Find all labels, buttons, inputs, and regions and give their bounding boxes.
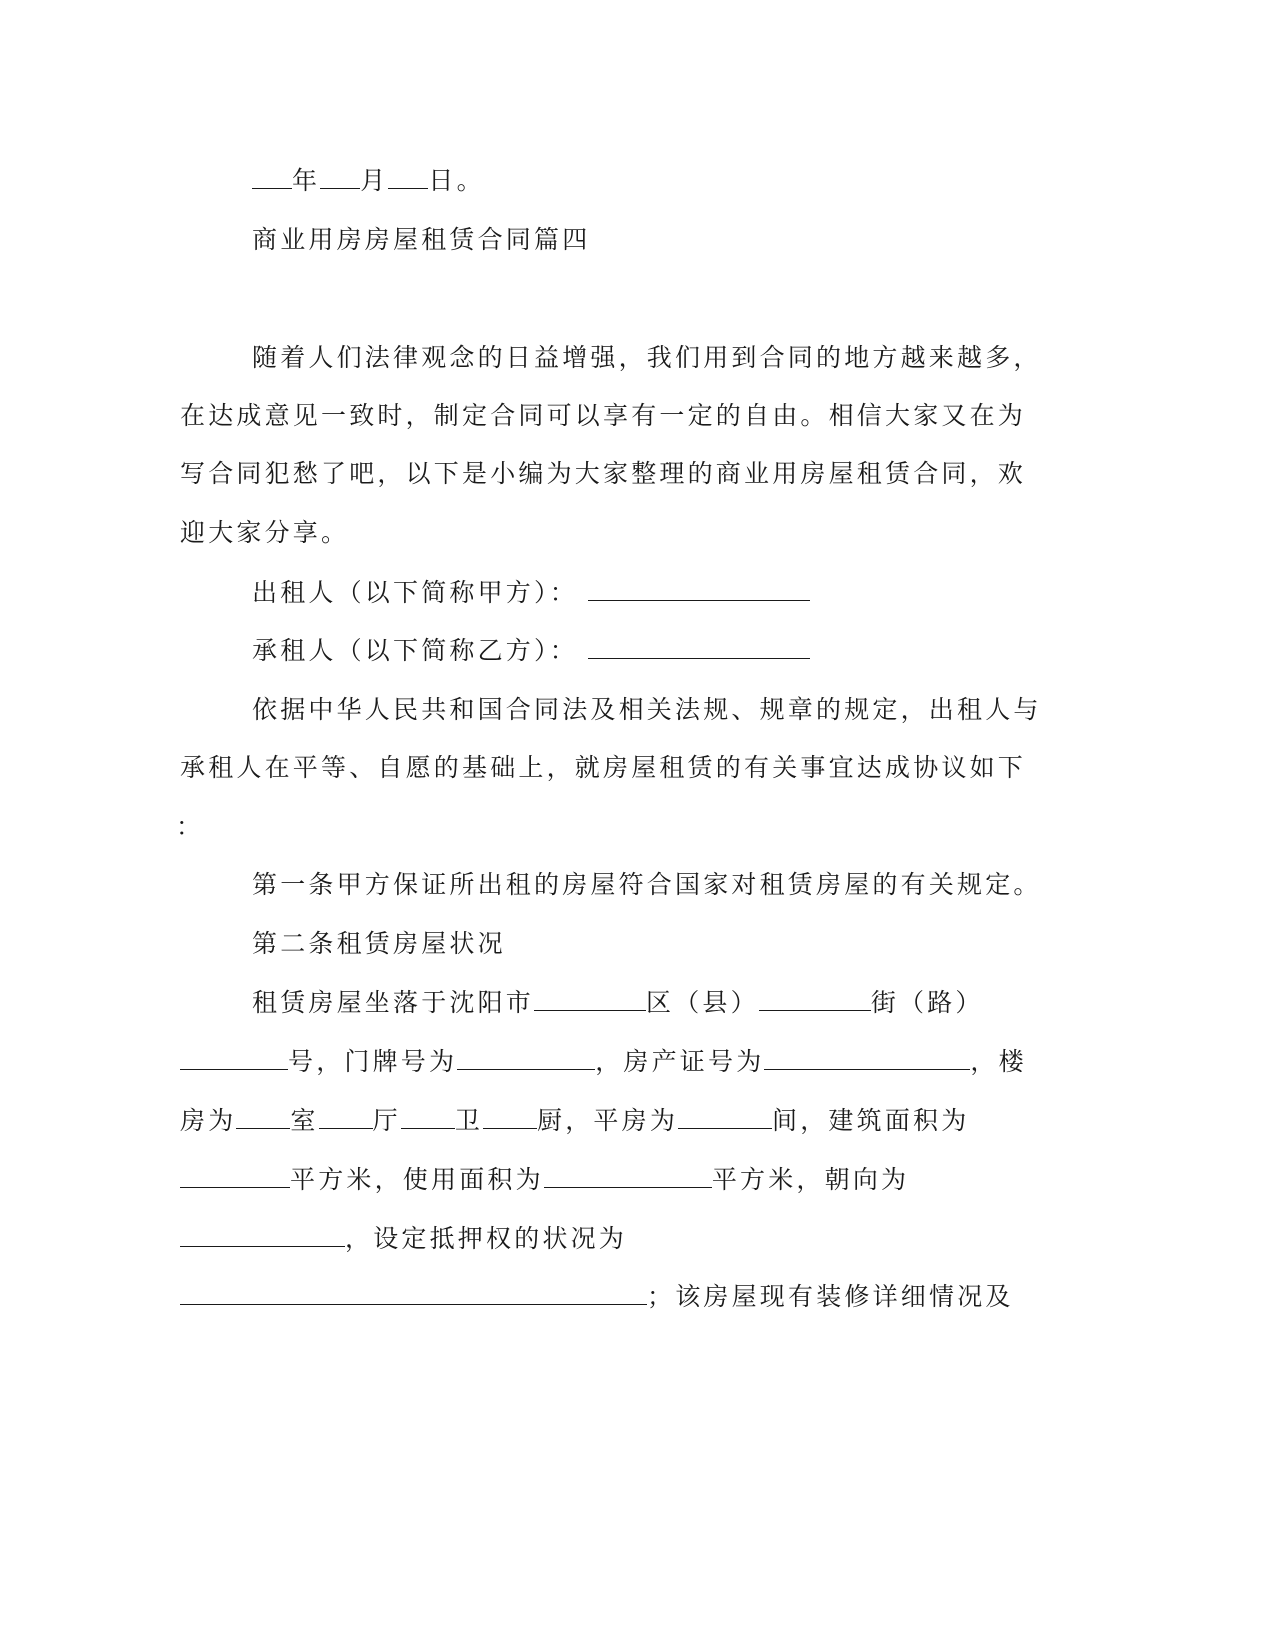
mortgage-blank <box>180 1282 647 1305</box>
building-label: ，楼 <box>970 1047 1027 1076</box>
day-label: 日。 <box>428 166 485 195</box>
article-2-line-6 <box>180 1280 1014 1314</box>
number-blank <box>180 1047 288 1070</box>
door-number-blank <box>457 1047 595 1070</box>
usable-area-label: 平方米，使用面积为 <box>290 1165 544 1194</box>
building-room-label: 房为 <box>180 1106 237 1135</box>
hall-blank <box>319 1106 373 1129</box>
lessor-blank <box>588 578 810 601</box>
article-2-line-2 <box>180 1045 1027 1079</box>
usable-area-blank <box>544 1165 712 1188</box>
article-2-line-4 <box>180 1163 909 1197</box>
location-city-label: 租赁房屋坐落于沈阳市 <box>252 988 535 1017</box>
day-blank <box>388 166 428 189</box>
street-blank <box>759 988 871 1011</box>
bath-blank <box>401 1106 455 1129</box>
basis-line-2: 承租人在平等、自愿的基础上，就房屋租赁的有关事宜达成协议如下 <box>180 753 1027 782</box>
floor-area-blank <box>180 1165 290 1188</box>
kitchen-blank <box>483 1106 537 1129</box>
room-label: 室 <box>290 1106 319 1135</box>
month-blank <box>320 166 360 189</box>
article-2-line-1 <box>252 986 984 1020</box>
lessor-line <box>252 576 810 610</box>
decoration-label: ；该房屋现有装修详细情况及 <box>647 1282 1014 1311</box>
floor-area-label: 间，建筑面积为 <box>772 1106 970 1135</box>
section-title: 商业用房房屋租赁合同篇四 <box>252 225 591 254</box>
certificate-blank <box>764 1047 970 1070</box>
bungalow-blank <box>678 1106 772 1129</box>
street-label: 街（路） <box>870 988 984 1017</box>
intro-line-1: 随着人们法律观念的日益增强，我们用到合同的地方越来越多， <box>252 343 1042 372</box>
hall-label: 厅 <box>372 1106 401 1135</box>
date-line <box>252 164 485 198</box>
intro-line-2: 在达成意见一致时，制定合同可以享有一定的自由。相信大家又在为 <box>180 401 1027 430</box>
article-1: 第一条甲方保证所出租的房屋符合国家对租赁房屋的有关规定。 <box>252 870 1042 899</box>
lessee-blank <box>588 636 810 659</box>
basis-line-1: 依据中华人民共和国合同法及相关法规、规章的规定，出租人与 <box>252 695 1042 724</box>
lessor-label: 出租人（以下简称甲方）： <box>252 578 578 607</box>
article-2-line-5 <box>180 1222 627 1256</box>
basis-line-3: ： <box>176 812 205 841</box>
bungalow-label: 厨，平房为 <box>537 1106 679 1135</box>
mortgage-label: ，设定抵押权的状况为 <box>345 1224 628 1253</box>
year-label: 年 <box>292 166 321 195</box>
orientation-blank <box>180 1224 345 1247</box>
bath-label: 卫 <box>454 1106 484 1135</box>
lessee-label: 承租人（以下简称乙方）： <box>252 636 578 665</box>
intro-line-3: 写合同犯愁了吧，以下是小编为大家整理的商业用房屋租赁合同，欢 <box>180 459 1027 488</box>
article-2-line-3 <box>180 1104 969 1138</box>
certificate-label: ，房产证号为 <box>595 1047 765 1076</box>
room-blank <box>236 1106 290 1129</box>
orientation-label: 平方米，朝向为 <box>711 1165 910 1194</box>
year-blank <box>252 166 292 189</box>
district-label: 区（县） <box>646 988 759 1017</box>
article-2-title: 第二条租赁房屋状况 <box>252 929 506 958</box>
lessee-line <box>252 634 810 668</box>
month-label: 月 <box>360 166 389 195</box>
district-blank <box>534 988 646 1011</box>
intro-line-4: 迎大家分享。 <box>180 518 350 547</box>
door-number-label: 号，门牌号为 <box>288 1047 458 1076</box>
